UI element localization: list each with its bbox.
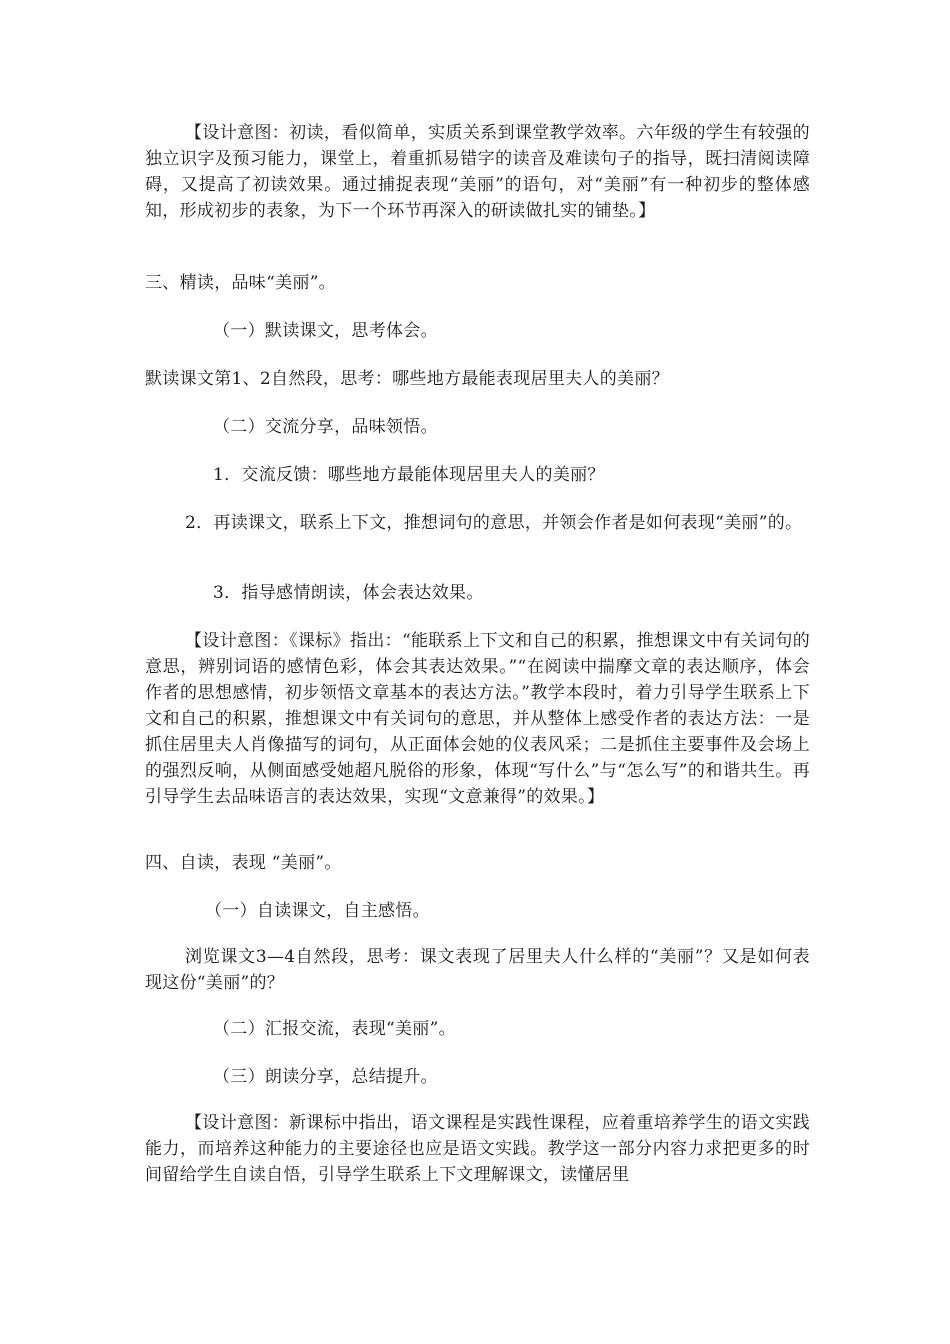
- design-intent-paragraph-1: 【设计意图：初读，看似简单，实质关系到课堂教学效率。六年级的学生有较强的独立识字及预习能力，课堂上，着重抓易错字的读音及难读句子的指导，既扫清阅读障碍，又提高了初读效果。通过捕捉表现“美丽”的语句，对“美丽”有一种初步的整体感知，形成初步的表象，为下一个环节再深入的研读做扎实的铺垫。】: [145, 123, 810, 221]
- section-heading-4: 四、自读，表现 “美丽”。: [145, 853, 342, 873]
- subheading-3-2: （二）交流分享，品味领悟。: [213, 417, 438, 437]
- subheading-4-3: （三）朗读分享，总结提升。: [213, 1067, 438, 1087]
- design-intent-paragraph-3: 【设计意图：新课标中指出，语文课程是实践性课程，应着重培养学生的语文实践能力，而培养这种能力的主要途径也应是语文实践。教学这一部分内容力求把更多的时间留给学生自读自悟，引导学生联系上下文理解课文，读懂居里: [145, 1113, 810, 1185]
- paragraph-browse: 浏览课文3—4自然段，思考：课文表现了居里夫人什么样的“美丽”？又是如何表现这份“美丽”的？: [145, 947, 810, 993]
- list-item-3: 3．指导感情朗读，体会表达效果。: [213, 583, 484, 603]
- subheading-4-2: （二）汇报交流，表现“美丽”。: [213, 1019, 456, 1039]
- design-intent-paragraph-2: 【设计意图：《课标》指出：“能联系上下文和自己的积累，推想课文中有关词句的意思，辨别词语的感情色彩，体会其表达效果。”“在阅读中揣摩文章的表达顺序，体会作者的思想感情，初步领悟文章基本的表达方法。”教学本段时，着力引导学生联系上下文和自己的积累，推想课文中有关词句的意思，并从整体上感受作者的表达方法：一是抓住居里夫人肖像描写的词句，从正面体会她的仪表风采；二是抓住主要事件及会场上的强烈反响，从侧面感受她超凡脱俗的形象，体现“写什么”与“怎么写”的和谐共生。再引导学生去品味语言的表达效果，实现“文意兼得”的效果。】: [145, 631, 810, 807]
- list-item-2: 2．再读课文，联系上下文，推想词句的意思，并领会作者是如何表现“美丽”的。: [185, 513, 803, 533]
- subheading-4-1: （一）自读课文，自主感悟。: [205, 901, 430, 921]
- paragraph-silent-reading: 默读课文第1、2自然段，思考：哪些地方最能表现居里夫人的美丽？: [145, 369, 669, 389]
- list-item-1: 1．交流反馈：哪些地方最能体现居里夫人的美丽？: [213, 465, 605, 485]
- section-heading-3: 三、精读，品味“美丽”。: [145, 273, 336, 293]
- subheading-3-1: （一）默读课文，思考体会。: [213, 321, 438, 341]
